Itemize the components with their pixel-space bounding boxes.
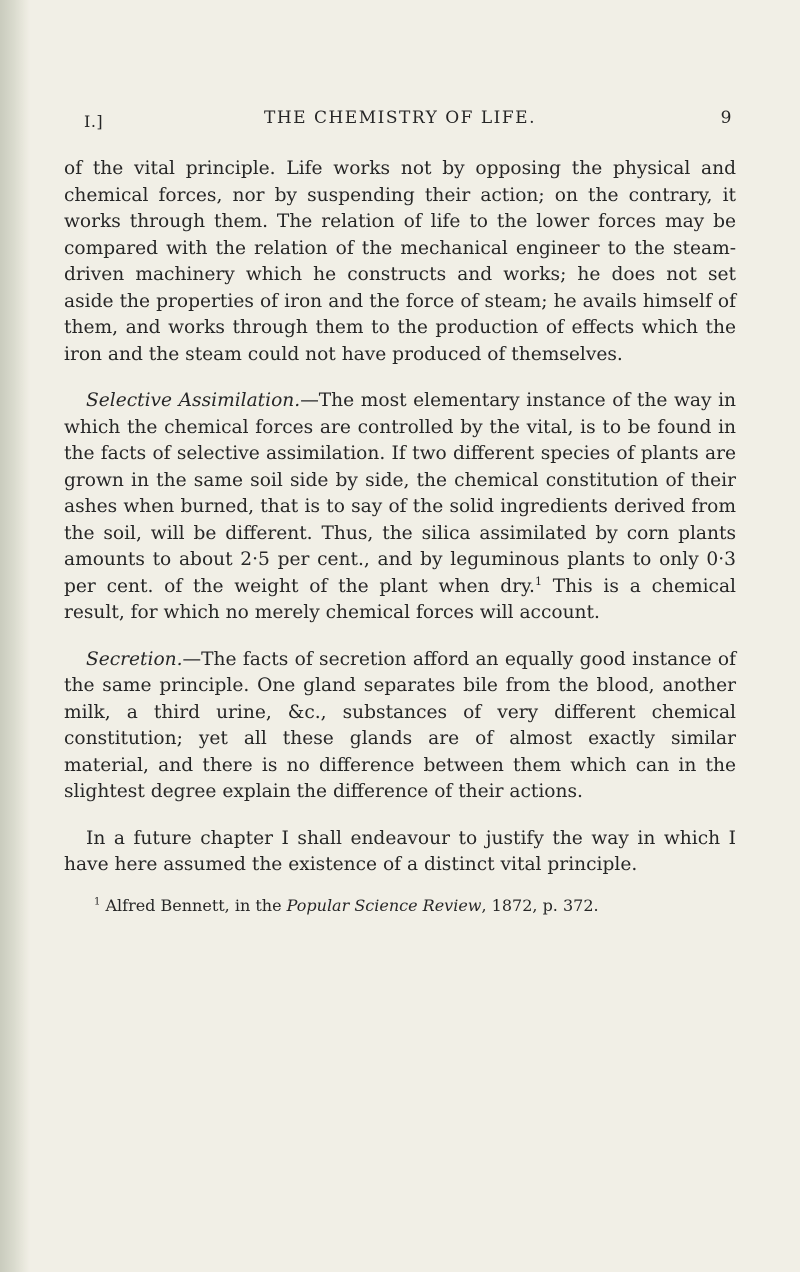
footnote-source-title: Popular Science Review — [286, 895, 482, 915]
paragraph-text: —The facts of secretion afford an equally good instance of the same principle. One gland separates bile from the blood, another milk, a third urine, &c., substances of very different chemical constitution; yet all these glands are of almost exactly similar material, and there is no difference between them which can in the slightest degree explain the difference of their actions. — [64, 648, 736, 802]
footnote — [64, 895, 736, 917]
paragraph-selective-assimilation — [64, 388, 736, 627]
running-header — [64, 108, 736, 134]
section-heading-selective-assimilation: Selective Assimilation. — [86, 390, 301, 411]
page-number: 9 — [720, 108, 732, 128]
paragraph-text: In a future chapter I shall endeavour to justify the way in which I have here assumed the existence of a distinct vital principle. — [64, 827, 736, 875]
book-page — [64, 108, 736, 937]
paragraph-future-chapter — [64, 826, 736, 879]
page-body — [64, 156, 736, 917]
paragraph-text: This is a chemical result, for which no merely chemical forces will account. — [64, 575, 736, 623]
paragraph-text: —The most elementary instance of the way in which the chemical forces are controlled by the vital, is to be found in the facts of selective assimilation. If two different species of plants are grown in the same soil side by side, the chemical constitution of their ashes when burned, that is to say of the solid ingredients derived from the soil, will be different. Thus, the silica assimilated by corn plants amounts to about 2·5 per cent., and by leguminous plants to only 0·3 per cent. of the weight of the plant when dry. — [64, 390, 736, 597]
footnote-text: Alfred Bennett, in the — [105, 895, 287, 915]
paragraph-text: of the vital principle. Life works not by opposing the physical and chemical forces, nor by suspending their action; on the contrary, it works through them. The relation of life to the lower forces may be compared with the relation of the mechanical engineer to the steam-driven machinery which he constructs and works; he does not set aside the properties of iron and the force of steam; he avails himself of them, and works through them to the production of effects which the iron and the steam could not have produced of themselves. — [64, 158, 736, 365]
footnote-reference[interactable]: 1 — [534, 574, 542, 588]
binding-gutter — [0, 0, 30, 1272]
paragraph-secretion — [64, 647, 736, 806]
chapter-marker: I.] — [84, 112, 104, 131]
paragraph-vital-principle — [64, 156, 736, 368]
footnote-text-end: , 1872, p. 372. — [481, 895, 599, 915]
running-title: THE CHEMISTRY OF LIFE. — [264, 108, 536, 128]
footnote-marker: 1 — [94, 896, 101, 908]
section-heading-secretion: Secretion. — [86, 648, 183, 670]
